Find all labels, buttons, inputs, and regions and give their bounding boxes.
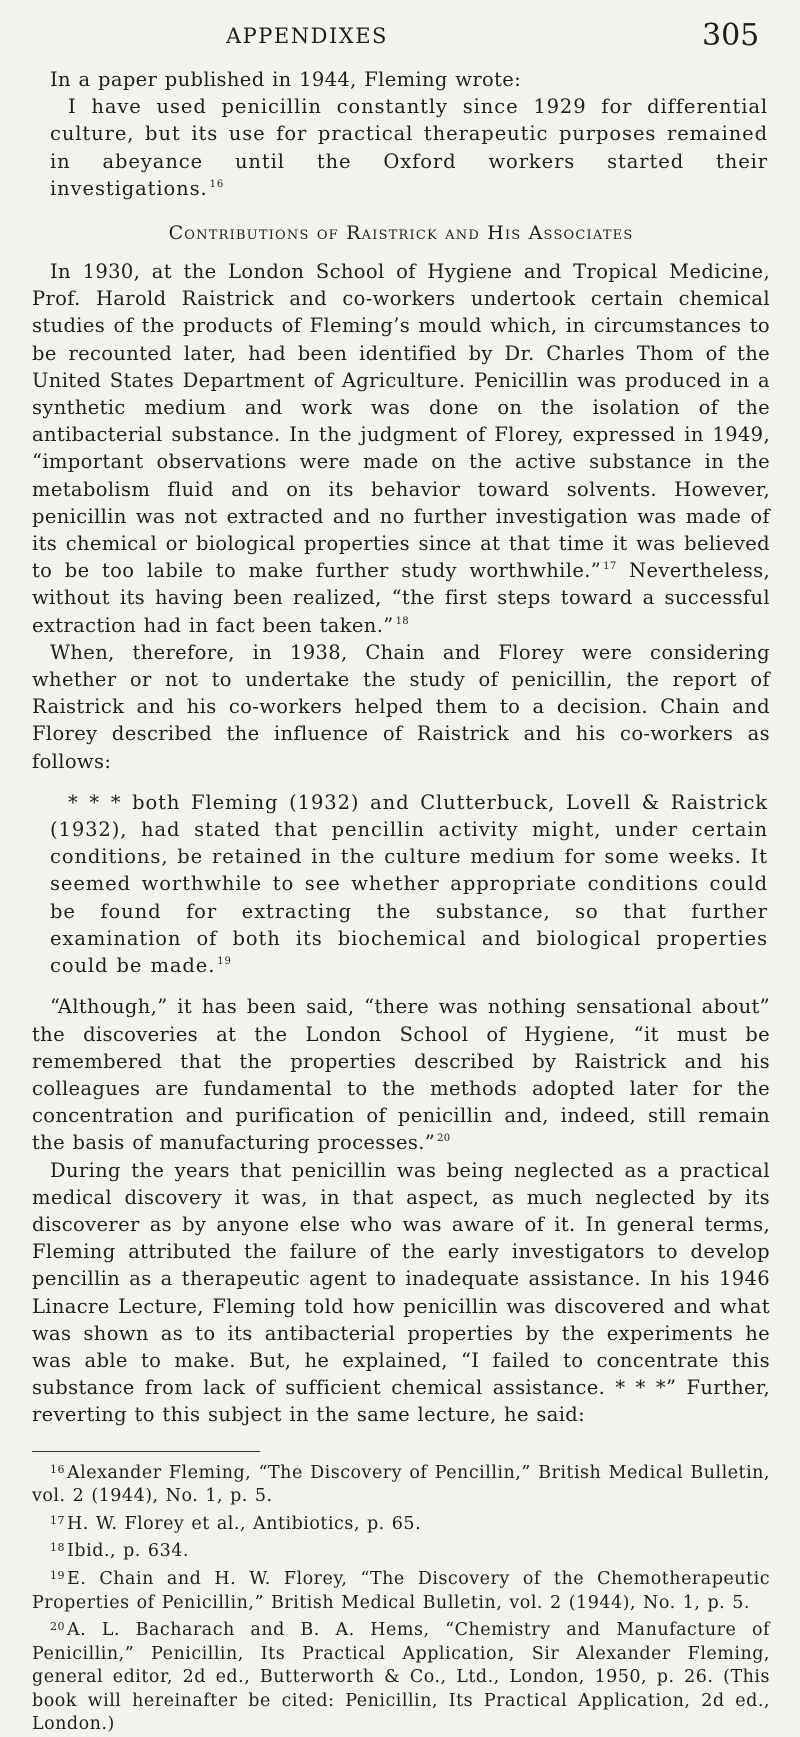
- page-number: 305: [702, 18, 760, 53]
- footnote-17: [32, 1509, 770, 1537]
- footnote-text: Ibid., p. 634.: [67, 1541, 189, 1562]
- paragraph-raistrick-part-a: In 1930, at the London School of Hygiene and Tropical Medicine, Prof. Harold Raistrick and co-workers undertook certain chemical studies of the products of Fleming’s mould which, in circumstances to be recounted later, had been identified by Dr. Charles Thom of the United States Department of Agriculture. Penicillin was produced in a synthetic medium and work was done on the isolation of the antibacterial substance. In the judgment of Florey, expressed in 1949, “important observations were made on the active substance in the metabolism fluid and on its behavior toward solvents. However, penicillin was not extracted and no further investigation was made of its chemical or biological properties since at that time it was believed to be too labile to make further study worthwhile.”: [32, 260, 770, 583]
- chain-florey-quote-text: [50, 789, 768, 979]
- footnote-number: 16: [50, 1462, 65, 1476]
- running-title: APPENDIXES: [226, 24, 388, 48]
- footnote-number: 20: [50, 1620, 65, 1634]
- footnote-ref-18[interactable]: 18: [395, 615, 410, 627]
- footnotes: [32, 1458, 770, 1737]
- footnote-ref-19[interactable]: 19: [217, 956, 232, 968]
- paragraph-although-body: “Although,” it has been said, “there was nothing sensational about” the discoveries at the London School of Hygiene, “it must be remembered that the properties described by Raistrick and his colleagues are fundamental to the methods adopted later for the concentration and purification of penicillin and, indeed, still remain the basis of manufacturing processes.”: [32, 995, 770, 1155]
- footnote-ref-20[interactable]: 20: [437, 1133, 451, 1145]
- footnote-ref-17[interactable]: 17: [603, 561, 617, 573]
- paragraph-raistrick-part-b: Nevertheless, without its having been realized, “the first steps toward a successful extraction had in fact been taken.”: [32, 559, 770, 637]
- footnote-number: 19: [50, 1568, 65, 1582]
- paragraph-chain-florey: When, therefore, in 1938, Chain and Florey were considering whether or not to undertake the study of penicillin, the report of Raistrick and his co-workers helped them to a decision. Chain and Florey described the influence of Raistrick and his co-workers as follows:: [32, 640, 770, 773]
- body-text: [32, 66, 770, 1737]
- running-head: [0, 14, 800, 54]
- footnote-16: [32, 1458, 770, 1509]
- footnote-text: E. Chain and H. W. Florey, “The Discovery of the Chemotherapeutic Properties of Penicillin,” British Medical Bulletin, vol. 2 (1944), No. 1, p. 5.: [32, 1568, 770, 1613]
- paragraph-although: [32, 993, 770, 1156]
- footnote-ref-16[interactable]: 16: [209, 178, 225, 190]
- footnote-number: 17: [50, 1513, 65, 1527]
- paragraph-raistrick: [32, 258, 770, 639]
- chain-florey-quote: [32, 789, 770, 979]
- fleming-quote-body: I have used penicillin constantly since 1929 for differential culture, but its use for practical therapeutic purposes remained in abeyance until the Oxford workers started their investigations.: [50, 95, 768, 200]
- fleming-quote-text: [50, 93, 768, 202]
- fleming-quote: [32, 93, 770, 202]
- chain-florey-quote-body: * * * both Fleming (1932) and Clutterbuck, Lovell & Raistrick (1932), had stated that pencillin activity might, under certain conditions, be retained in the culture medium for some weeks. It seemed worthwhile to see whether appropriate conditions could be found for extracting the substance, so that further examination of both its biochemical and biological properties could be made.: [50, 790, 768, 978]
- footnote-rule: [32, 1451, 260, 1452]
- footnote-20: [32, 1615, 770, 1737]
- intro-lead: In a paper published in 1944, Fleming wrote:: [50, 68, 522, 91]
- footnote-number: 18: [50, 1541, 65, 1555]
- footnote-19: [32, 1564, 770, 1615]
- section-heading: Contributions of Raistrick and His Associates: [168, 222, 634, 245]
- paragraph-neglected: During the years that penicillin was being neglected as a practical medical discovery it was, in that aspect, as much neglected by its discoverer as by anyone else who was aware of it. In general terms, Fleming attributed the failure of the early investigators to develop pencillin as a therapeutic agent to inadequate assistance. In his 1946 Linacre Lecture, Fleming told how penicillin was discovered and what was shown as to its antibacterial properties by the experiments he was able to make. But, he explained, “I failed to concentrate this substance from lack of sufficient chemical assistance. * * *” Further, reverting to this subject in the same lecture, he said:: [32, 1158, 770, 1427]
- footnote-text: Alexander Fleming, “The Discovery of Pencillin,” British Medical Bulletin, vol. 2 (1944), No. 1, p. 5.: [32, 1462, 770, 1507]
- footnote-text: H. W. Florey et al., Antibiotics, p. 65.: [67, 1513, 422, 1534]
- footnote-text: A. L. Bacharach and B. A. Hems, “Chemistry and Manufacture of Penicillin,” Penicillin, Its Practical Application, Sir Alexander Fleming, general editor, 2d ed., Butterworth & Co., Ltd., London, 1950, p. 26. (This book will hereinafter be cited: Penicillin, Its Practical Application, 2d ed., London.): [32, 1620, 770, 1735]
- footnote-18: [32, 1536, 770, 1564]
